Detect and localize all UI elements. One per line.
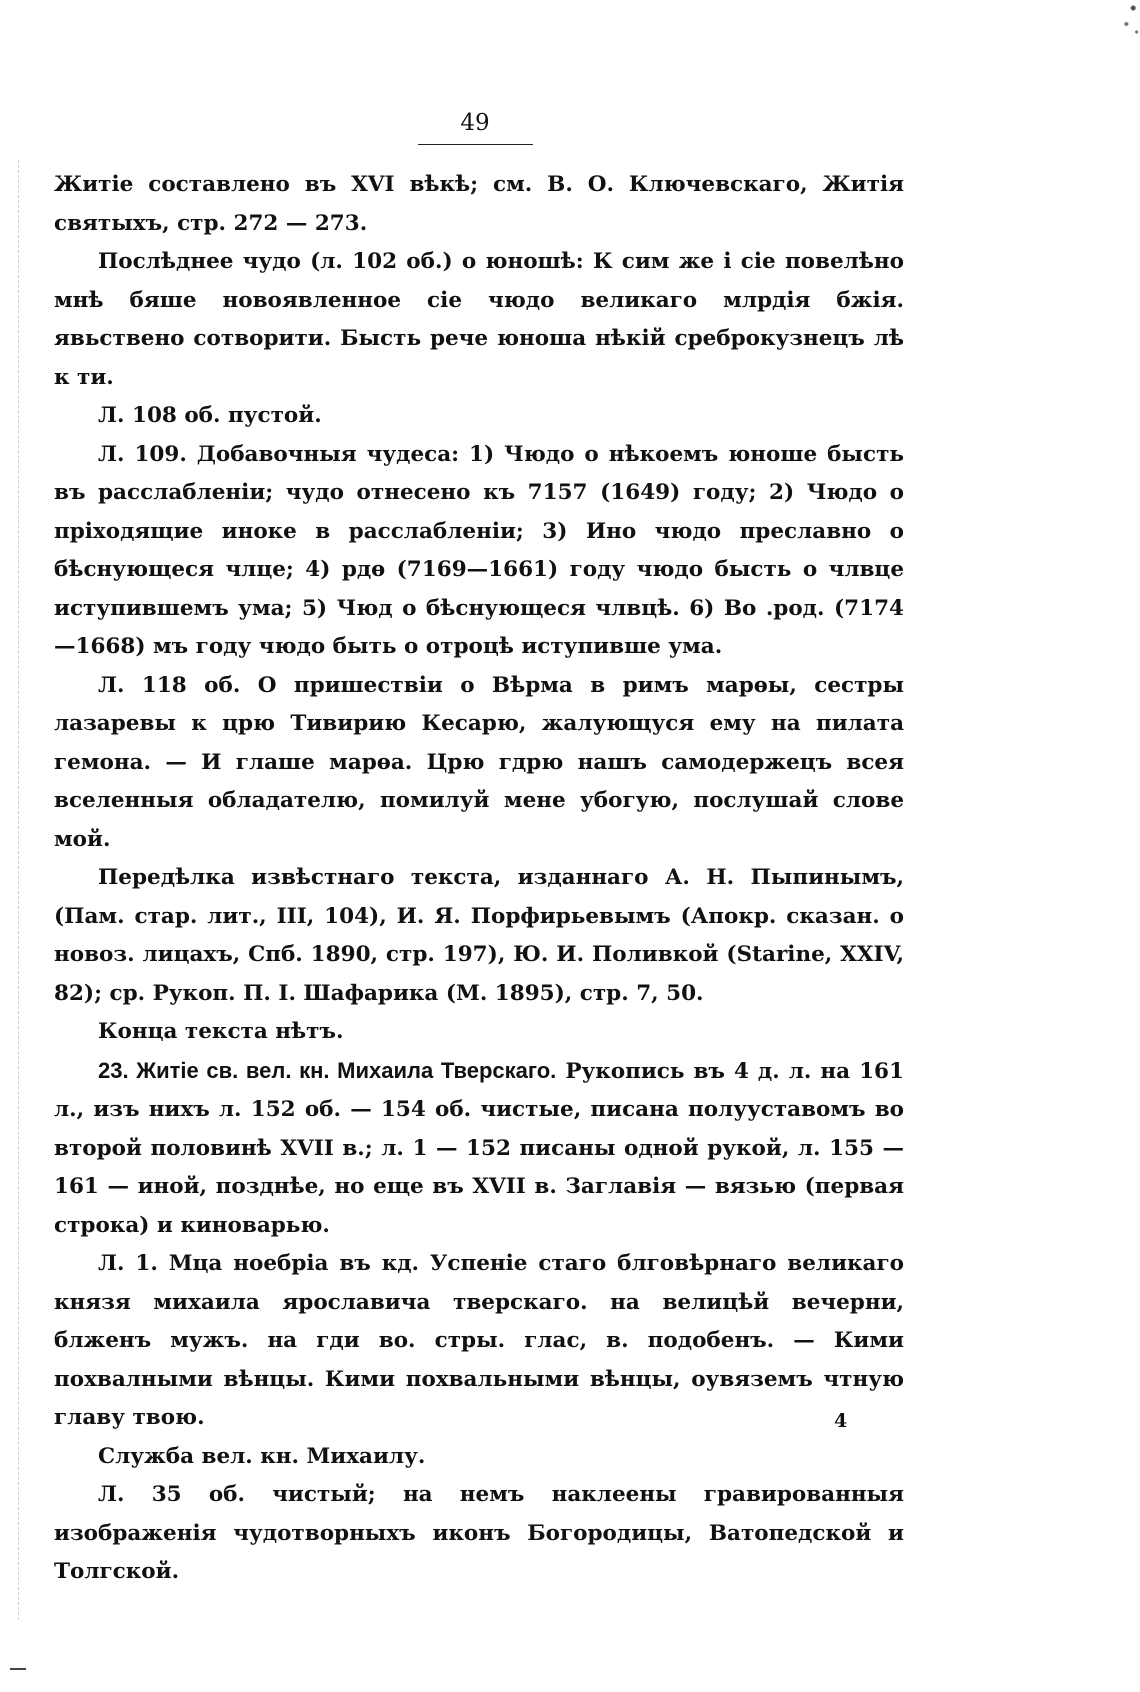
page-body bbox=[54, 166, 904, 1592]
margin-dash bbox=[10, 1668, 26, 1670]
margin-artifact bbox=[18, 160, 19, 1620]
page-number-rule bbox=[418, 144, 533, 145]
page-number: 49 bbox=[460, 110, 490, 136]
entry-23-description: Рукопись въ 4 д. л. на 161 л., изъ нихъ л. 152 об. — 154 об. чистые, писана полууставомъ во второй половинѣ XVII в.; л. 1 — 152 писаны одной рукой, л. 155 — 161 — иной, позднѣе, но еще въ XVII в. Заглавія — вязью (первая строка) и киноварью. bbox=[54, 1058, 904, 1238]
paragraph-last-miracle: Послѣднее чудо (л. 102 об.) о юношѣ: К сим же і сіе повелѣно мнѣ бяше новоявленное сіе чюдо великаго млрдія бжія. явьствено сотворити. Бысть рече юноша нѣкій среброкузнецъ лѣ к ти. bbox=[54, 249, 904, 390]
paragraph-vita-date: Житіе составлено въ XVI вѣкѣ; см. В. О. Ключевскаго, Житія святыхъ, стр. 272 — 273. bbox=[54, 172, 904, 236]
paragraph-text-revision: Передѣлка извѣстнаго текста, изданнаго А. Н. Пыпинымъ, (Пам. стар. лит., III, 104), И. Я. Порфирьевымъ (Апокр. сказан. о новоз. лицахъ, Спб. 1890, стр. 197), Ю. И. Поливкой (Starine, XXIV, 82); ср. Рукоп. П. I. Шафарика (М. 1895), стр. 7, 50. bbox=[54, 865, 904, 1006]
paragraph-leaf-118: Л. 118 об. О пришествіи о Вѣрма в римъ марѳы, сестры лазаревы к црю Тивирию Кесарю, жалующуся ему на пилата гемона. — И глаше марѳа. Црю гдрю нашъ самодержецъ всея вселенныя обладателю, помилуй мене убогую, послушай слове мой. bbox=[54, 672, 904, 852]
entry-23-heading: 23. Житіе св. вел. кн. Михаила Тверскаго. bbox=[98, 1057, 557, 1083]
paragraph-text-end: Конца текста нѣтъ. bbox=[98, 1019, 344, 1044]
paragraph-leaf-109: Л. 109. Добавочныя чудеса: 1) Чюдо о нѣкоемъ юноше бысть въ расслабленіи; чудо отнесено къ 7157 (1649) году; 2) Чюдо о пріходящие иноке в расслабленіи; 3) Ино чюдо преславно о бѣснующеся члце; 4) рдѳ (7169—1661) году чюдо бысть о члвце иступившемъ ума; 5) Чюд о бѣснующеся члвцѣ. 6) Во .род. (7174—1668) мъ году чюдо быть о отроцѣ иступивше ума. bbox=[54, 441, 904, 659]
entry-23 bbox=[54, 1052, 904, 1246]
paragraph-leaf-1: Л. 1. Мца ноебріа въ кд. Успеніе стаго блговѣрнаго великаго князя михаила ярославича тверскаго. на велицѣй вечерни, блженъ мужъ. на гди во. стры. глас, в. подобенъ. — Кими похвалными вѣнцы. Кими похвальными вѣнцы, оувяземъ чтную главу твою. bbox=[54, 1251, 904, 1430]
paragraph-leaf-108: Л. 108 об. пустой. bbox=[98, 403, 322, 428]
paragraph-service: Служба вел. кн. Михаилу. bbox=[98, 1443, 426, 1469]
paragraph-leaf-35: Л. 35 об. чистый; на немъ наклеены гравированныя изображенія чудотворныхъ иконъ Богородицы, Ватопедской и Толгской. bbox=[54, 1482, 904, 1584]
scan-artifact bbox=[1106, 0, 1140, 40]
signature-mark: 4 bbox=[834, 1410, 848, 1432]
